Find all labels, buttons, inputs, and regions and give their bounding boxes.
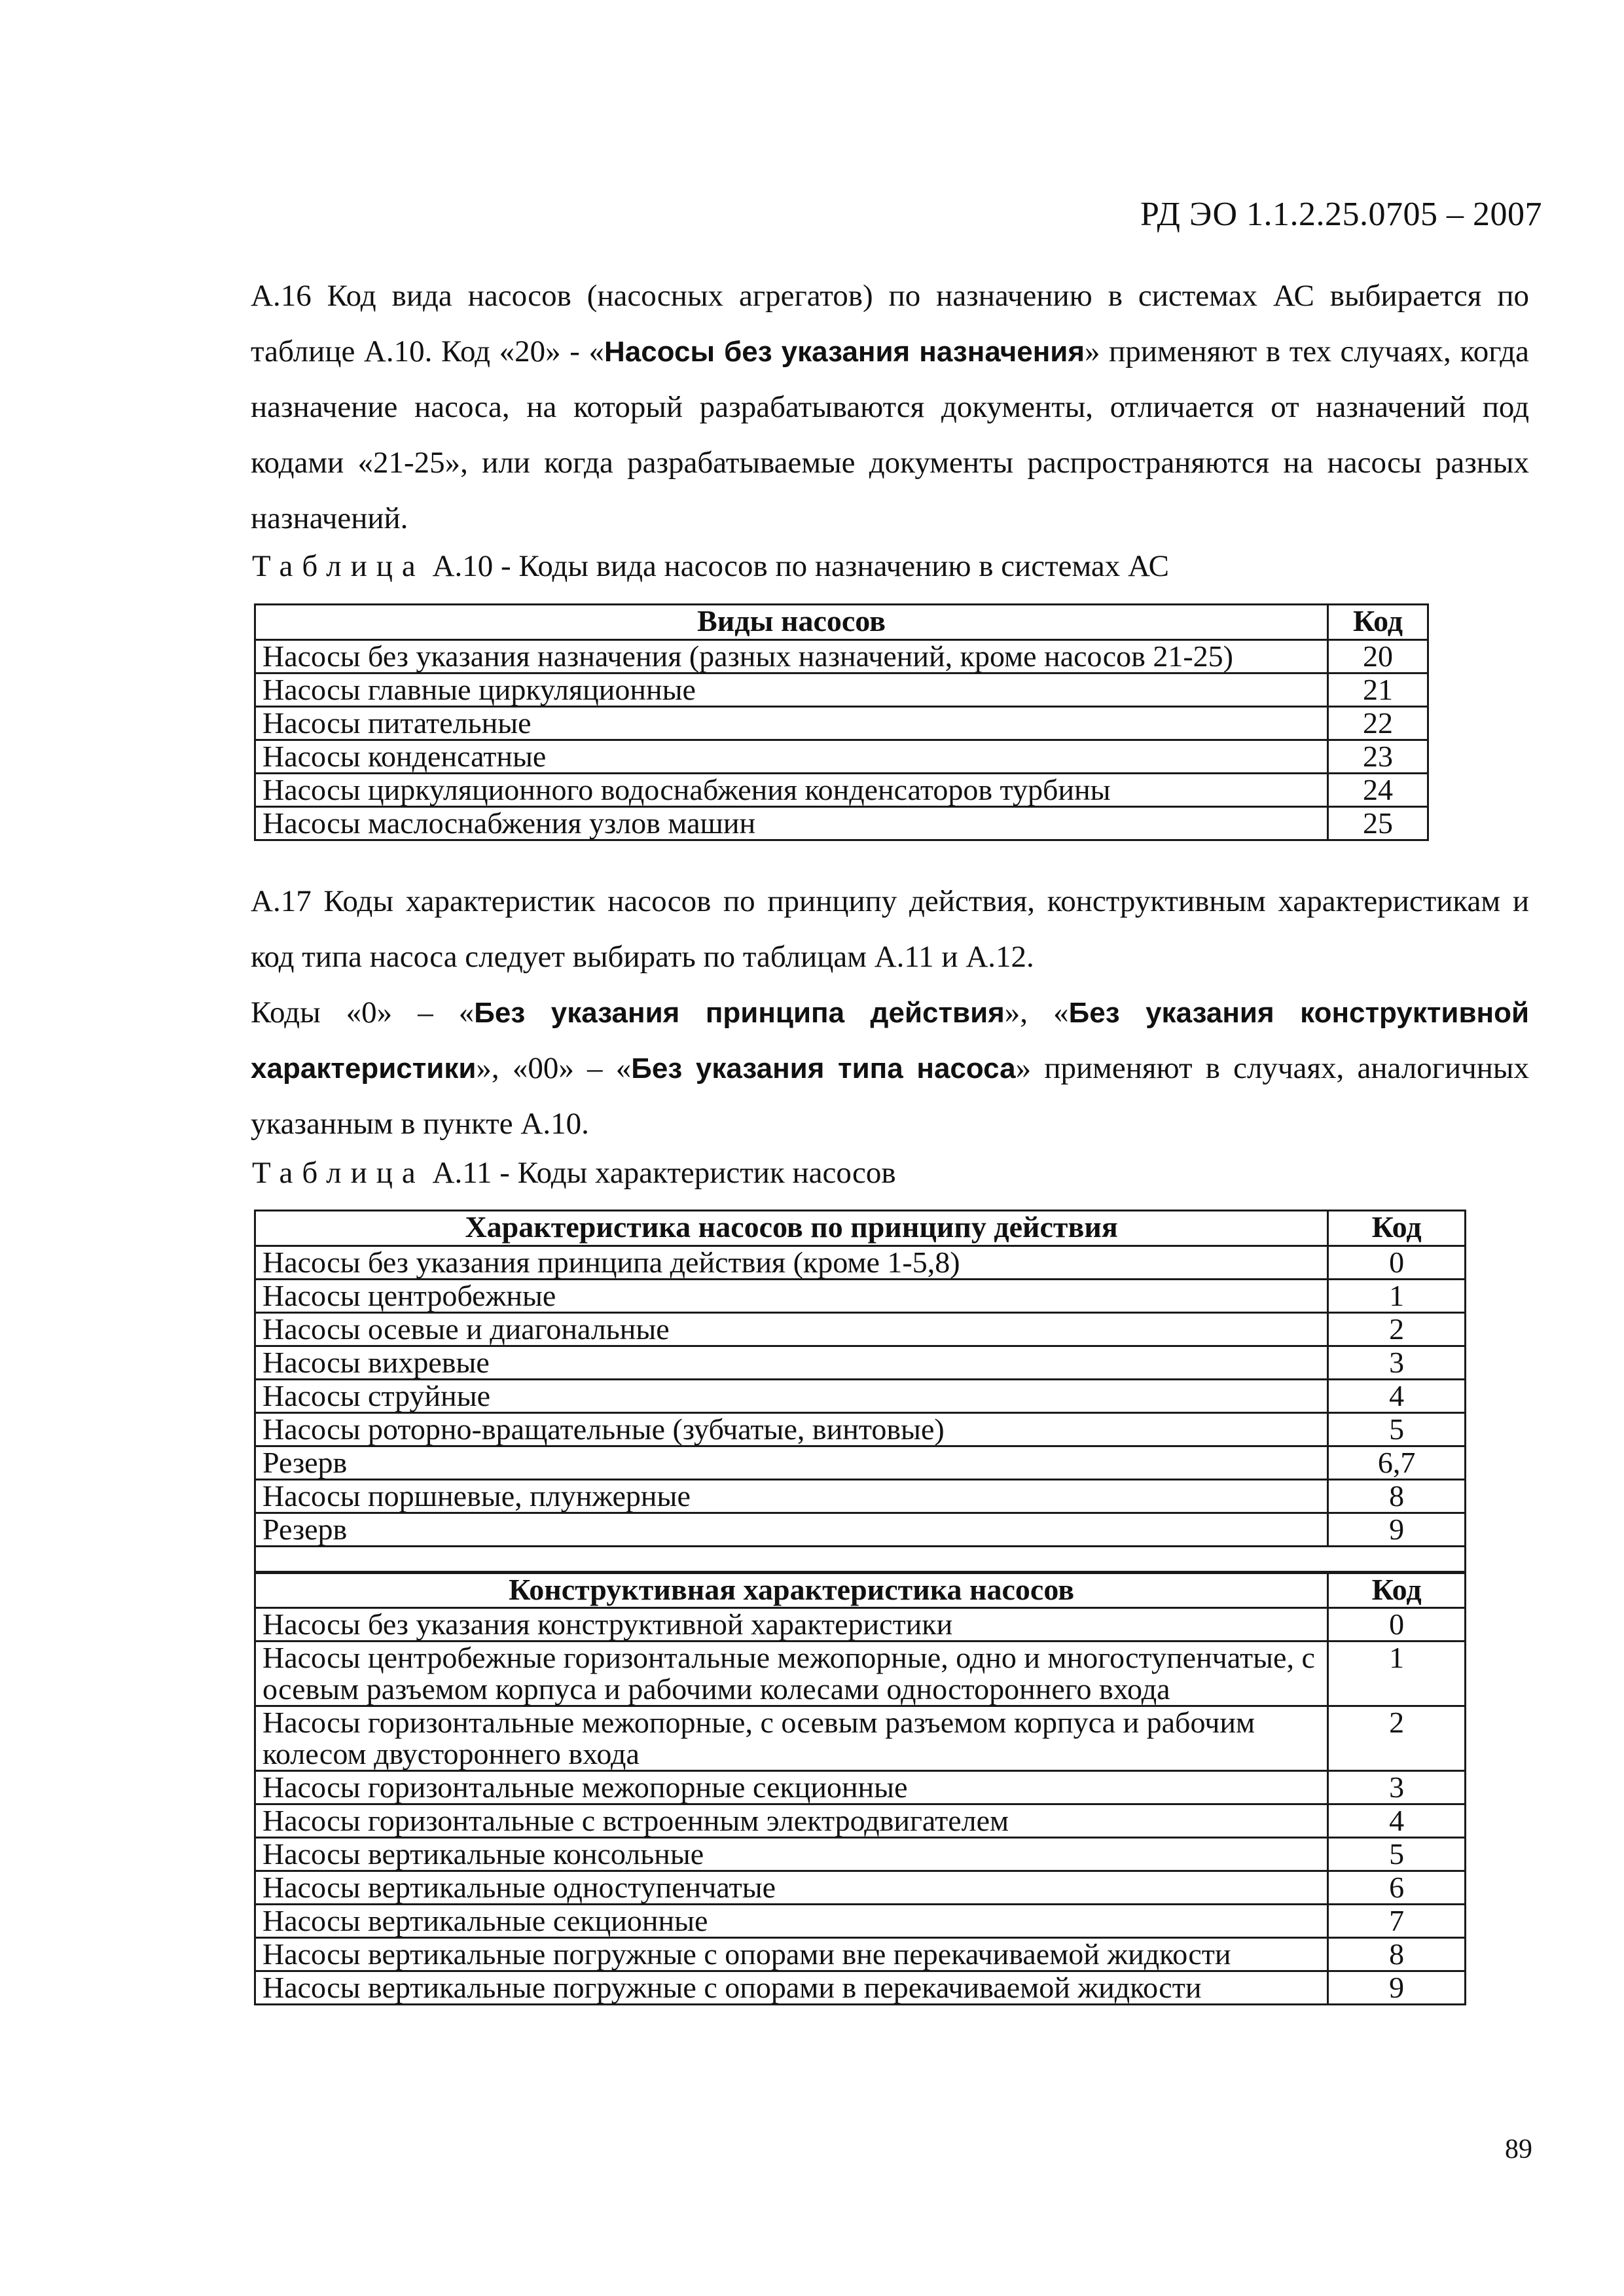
a17-bold-1: Без указания принципа действия <box>474 997 1005 1029</box>
table-a11-section2-row <box>255 1905 1466 1938</box>
table-a10-code-cell: 25 <box>1328 807 1428 840</box>
table-a11-section2-code-cell: 8 <box>1328 1938 1466 1971</box>
table-a10-row <box>255 807 1428 840</box>
table-a11-section2-code-cell: 6 <box>1328 1871 1466 1905</box>
table-a10-name-cell: Насосы конденсатные <box>255 740 1328 774</box>
table-a11-section2-name-cell: Насосы без указания конструктивной характеристики <box>255 1608 1328 1641</box>
table-a10-row <box>255 740 1428 774</box>
table-a10-caption-text: А.10 - Коды вида насосов по назначению в системах АС <box>432 549 1169 583</box>
table-a11-section2-code-cell: 5 <box>1328 1838 1466 1871</box>
table-a11-section2-code-cell: 1 <box>1328 1641 1466 1706</box>
table-a11-section2-row <box>255 1938 1466 1971</box>
table-a11-caption-word: Таблица <box>252 1156 425 1190</box>
table-a11-section1-code-cell: 9 <box>1328 1513 1466 1547</box>
table-a10-name-cell: Насосы маслоснабжения узлов машин <box>255 807 1328 840</box>
table-a11-section2-name-cell: Насосы горизонтальные с встроенным электродвигателем <box>255 1804 1328 1838</box>
table-a10-name-cell: Насосы питательные <box>255 707 1328 740</box>
table-a11-section2-name-cell: Насосы вертикальные одноступенчатые <box>255 1871 1328 1905</box>
table-a11-section2-code-cell: 9 <box>1328 1971 1466 2005</box>
table-a11-section1-row <box>255 1313 1466 1346</box>
table-a10-code-cell: 23 <box>1328 740 1428 774</box>
table-a10-row <box>255 640 1428 673</box>
a16-bold-1: Насосы без указания назначения <box>604 336 1085 368</box>
table-a11-section1-code-cell: 4 <box>1328 1380 1466 1413</box>
table-a11-section2-name-cell: Насосы вертикальные погружные с опорами вне перекачиваемой жидкости <box>255 1938 1328 1971</box>
table-a11-section1-code-cell: 2 <box>1328 1313 1466 1346</box>
table-a11-caption <box>252 1155 896 1191</box>
table-a11-section-divider <box>255 1547 1466 1573</box>
table-a11-section1-code-cell: 6,7 <box>1328 1446 1466 1480</box>
table-a11-section1-row <box>255 1346 1466 1380</box>
table-a11-section2-header: Конструктивная характеристика насосов <box>255 1573 1328 1608</box>
table-a10-name-cell: Насосы циркуляционного водоснабжения конденсаторов турбины <box>255 774 1328 807</box>
a17-text-4: » применяют в случаях, аналогичных указанным в пункте А.10. <box>251 1051 1530 1141</box>
table-a10-name-cell: Насосы главные циркуляционные <box>255 673 1328 707</box>
table-a11-section1-row <box>255 1380 1466 1413</box>
document-code: РД ЭО 1.1.2.25.0705 – 2007 <box>1140 196 1542 233</box>
table-a10-header-code: Код <box>1328 605 1428 640</box>
table-a11-section2-row <box>255 1771 1466 1804</box>
a17-paragraph-1: А.17 Коды характеристик насосов по принципу действия, конструктивным характеристикам и код типа насоса следует выбирать по таблицам А.11 и А.12. <box>251 884 1529 974</box>
table-a11-section2-header-row <box>255 1573 1466 1608</box>
page-number: 89 <box>1505 2134 1532 2164</box>
paragraph-a16 <box>251 268 1529 547</box>
table-a11-section1-name-cell: Насосы поршневые, плунжерные <box>255 1480 1328 1513</box>
table-a11 <box>254 1210 1466 2005</box>
table-a11-section1-code-cell: 3 <box>1328 1346 1466 1380</box>
a17-bold-3: Без указания типа насоса <box>631 1052 1016 1085</box>
table-a11-section1-row <box>255 1413 1466 1446</box>
a17-text-3: », «00» – « <box>476 1051 632 1085</box>
table-a11-section2-name-cell: Насосы центробежные горизонтальные межопорные, одно и многоступенчатые, с осевым разъемом корпуса и рабочими колесами одностороннего входа <box>255 1641 1328 1706</box>
a17-text-2: », « <box>1004 996 1069 1030</box>
table-a10-caption <box>252 548 1169 584</box>
table-a11-section1-code-cell: 1 <box>1328 1280 1466 1313</box>
table-a11-section2-row <box>255 1804 1466 1838</box>
table-a11-section1-row <box>255 1446 1466 1480</box>
table-a10 <box>254 603 1429 841</box>
table-a10-row <box>255 707 1428 740</box>
paragraph-a17 <box>251 874 1529 985</box>
table-a11-section1-name-cell: Насосы роторно-вращательные (зубчатые, винтовые) <box>255 1413 1328 1446</box>
table-a11-divider-cell <box>255 1547 1466 1573</box>
a16-text-2: » применяют в тех случаях, когда назначение насоса, на который разрабатываются документы, отличается от назначений под кодами «21-25», или когда разрабатываемые документы распространяются на насосы разных назначений. <box>251 334 1529 535</box>
table-a10-code-cell: 22 <box>1328 707 1428 740</box>
table-a11-section2-code-cell: 7 <box>1328 1905 1466 1938</box>
table-a11-section1-header: Характеристика насосов по принципу действия <box>255 1211 1328 1246</box>
a17-text-1: Коды «0» – « <box>251 996 475 1030</box>
table-a11-section1-code-cell: 0 <box>1328 1246 1466 1280</box>
table-a11-section2-name-cell: Насосы вертикальные погружные с опорами в перекачиваемой жидкости <box>255 1971 1328 2005</box>
table-a11-section1-name-cell: Резерв <box>255 1513 1328 1547</box>
table-a11-section2-row <box>255 1838 1466 1871</box>
table-a11-section2-code-cell: 2 <box>1328 1706 1466 1771</box>
table-a11-section1-row <box>255 1246 1466 1280</box>
table-a11-section1-code-cell: 8 <box>1328 1480 1466 1513</box>
table-a10-caption-word: Таблица <box>252 549 425 583</box>
a17-bold-2: Без указания конструктивной характеристики <box>251 997 1529 1085</box>
table-a11-section2-row <box>255 1871 1466 1905</box>
table-a11-section1-name-cell: Насосы вихревые <box>255 1346 1328 1380</box>
table-a11-section2-code-header: Код <box>1328 1573 1466 1608</box>
table-a11-section1-name-cell: Насосы осевые и диагональные <box>255 1313 1328 1346</box>
paragraph-a17-codes <box>251 985 1529 1152</box>
table-a11-section2-code-cell: 4 <box>1328 1804 1466 1838</box>
table-a10-header-name: Виды насосов <box>255 605 1328 640</box>
table-a11-section1-name-cell: Насосы без указания принципа действия (кроме 1-5,8) <box>255 1246 1328 1280</box>
table-a11-section2-code-cell: 0 <box>1328 1608 1466 1641</box>
table-a11-section2-row <box>255 1706 1466 1771</box>
table-a11-section2-row <box>255 1971 1466 2005</box>
table-a11-caption-text: А.11 - Коды характеристик насосов <box>432 1156 896 1190</box>
table-a10-code-cell: 24 <box>1328 774 1428 807</box>
table-a11-section1-row <box>255 1280 1466 1313</box>
table-a11-section1-row <box>255 1513 1466 1547</box>
table-a11-section2-name-cell: Насосы вертикальные секционные <box>255 1905 1328 1938</box>
table-a11-section1-code-cell: 5 <box>1328 1413 1466 1446</box>
table-a11-section2-name-cell: Насосы горизонтальные межопорные, с осевым разъемом корпуса и рабочим колесом двустороннего входа <box>255 1706 1328 1771</box>
table-a11-section1-name-cell: Насосы центробежные <box>255 1280 1328 1313</box>
table-a11-section2-name-cell: Насосы горизонтальные межопорные секционные <box>255 1771 1328 1804</box>
table-a10-code-cell: 21 <box>1328 673 1428 707</box>
table-a11-section1-row <box>255 1480 1466 1513</box>
table-a11-section1-code-header: Код <box>1328 1211 1466 1246</box>
table-a10-name-cell: Насосы без указания назначения (разных назначений, кроме насосов 21-25) <box>255 640 1328 673</box>
table-a10-code-cell: 20 <box>1328 640 1428 673</box>
table-a11-section1-name-cell: Насосы струйные <box>255 1380 1328 1413</box>
table-a10-row <box>255 673 1428 707</box>
table-a11-section2-name-cell: Насосы вертикальные консольные <box>255 1838 1328 1871</box>
table-a11-section2-row <box>255 1641 1466 1706</box>
a16-text-1: А.16 Код вида насосов (насосных агрегатов) по назначению в системах АС выбирается по таблице А.10. Код «20» - « <box>251 279 1529 368</box>
table-a10-row <box>255 774 1428 807</box>
table-a11-section2-row <box>255 1608 1466 1641</box>
table-a11-section2-code-cell: 3 <box>1328 1771 1466 1804</box>
table-a11-section1-name-cell: Резерв <box>255 1446 1328 1480</box>
